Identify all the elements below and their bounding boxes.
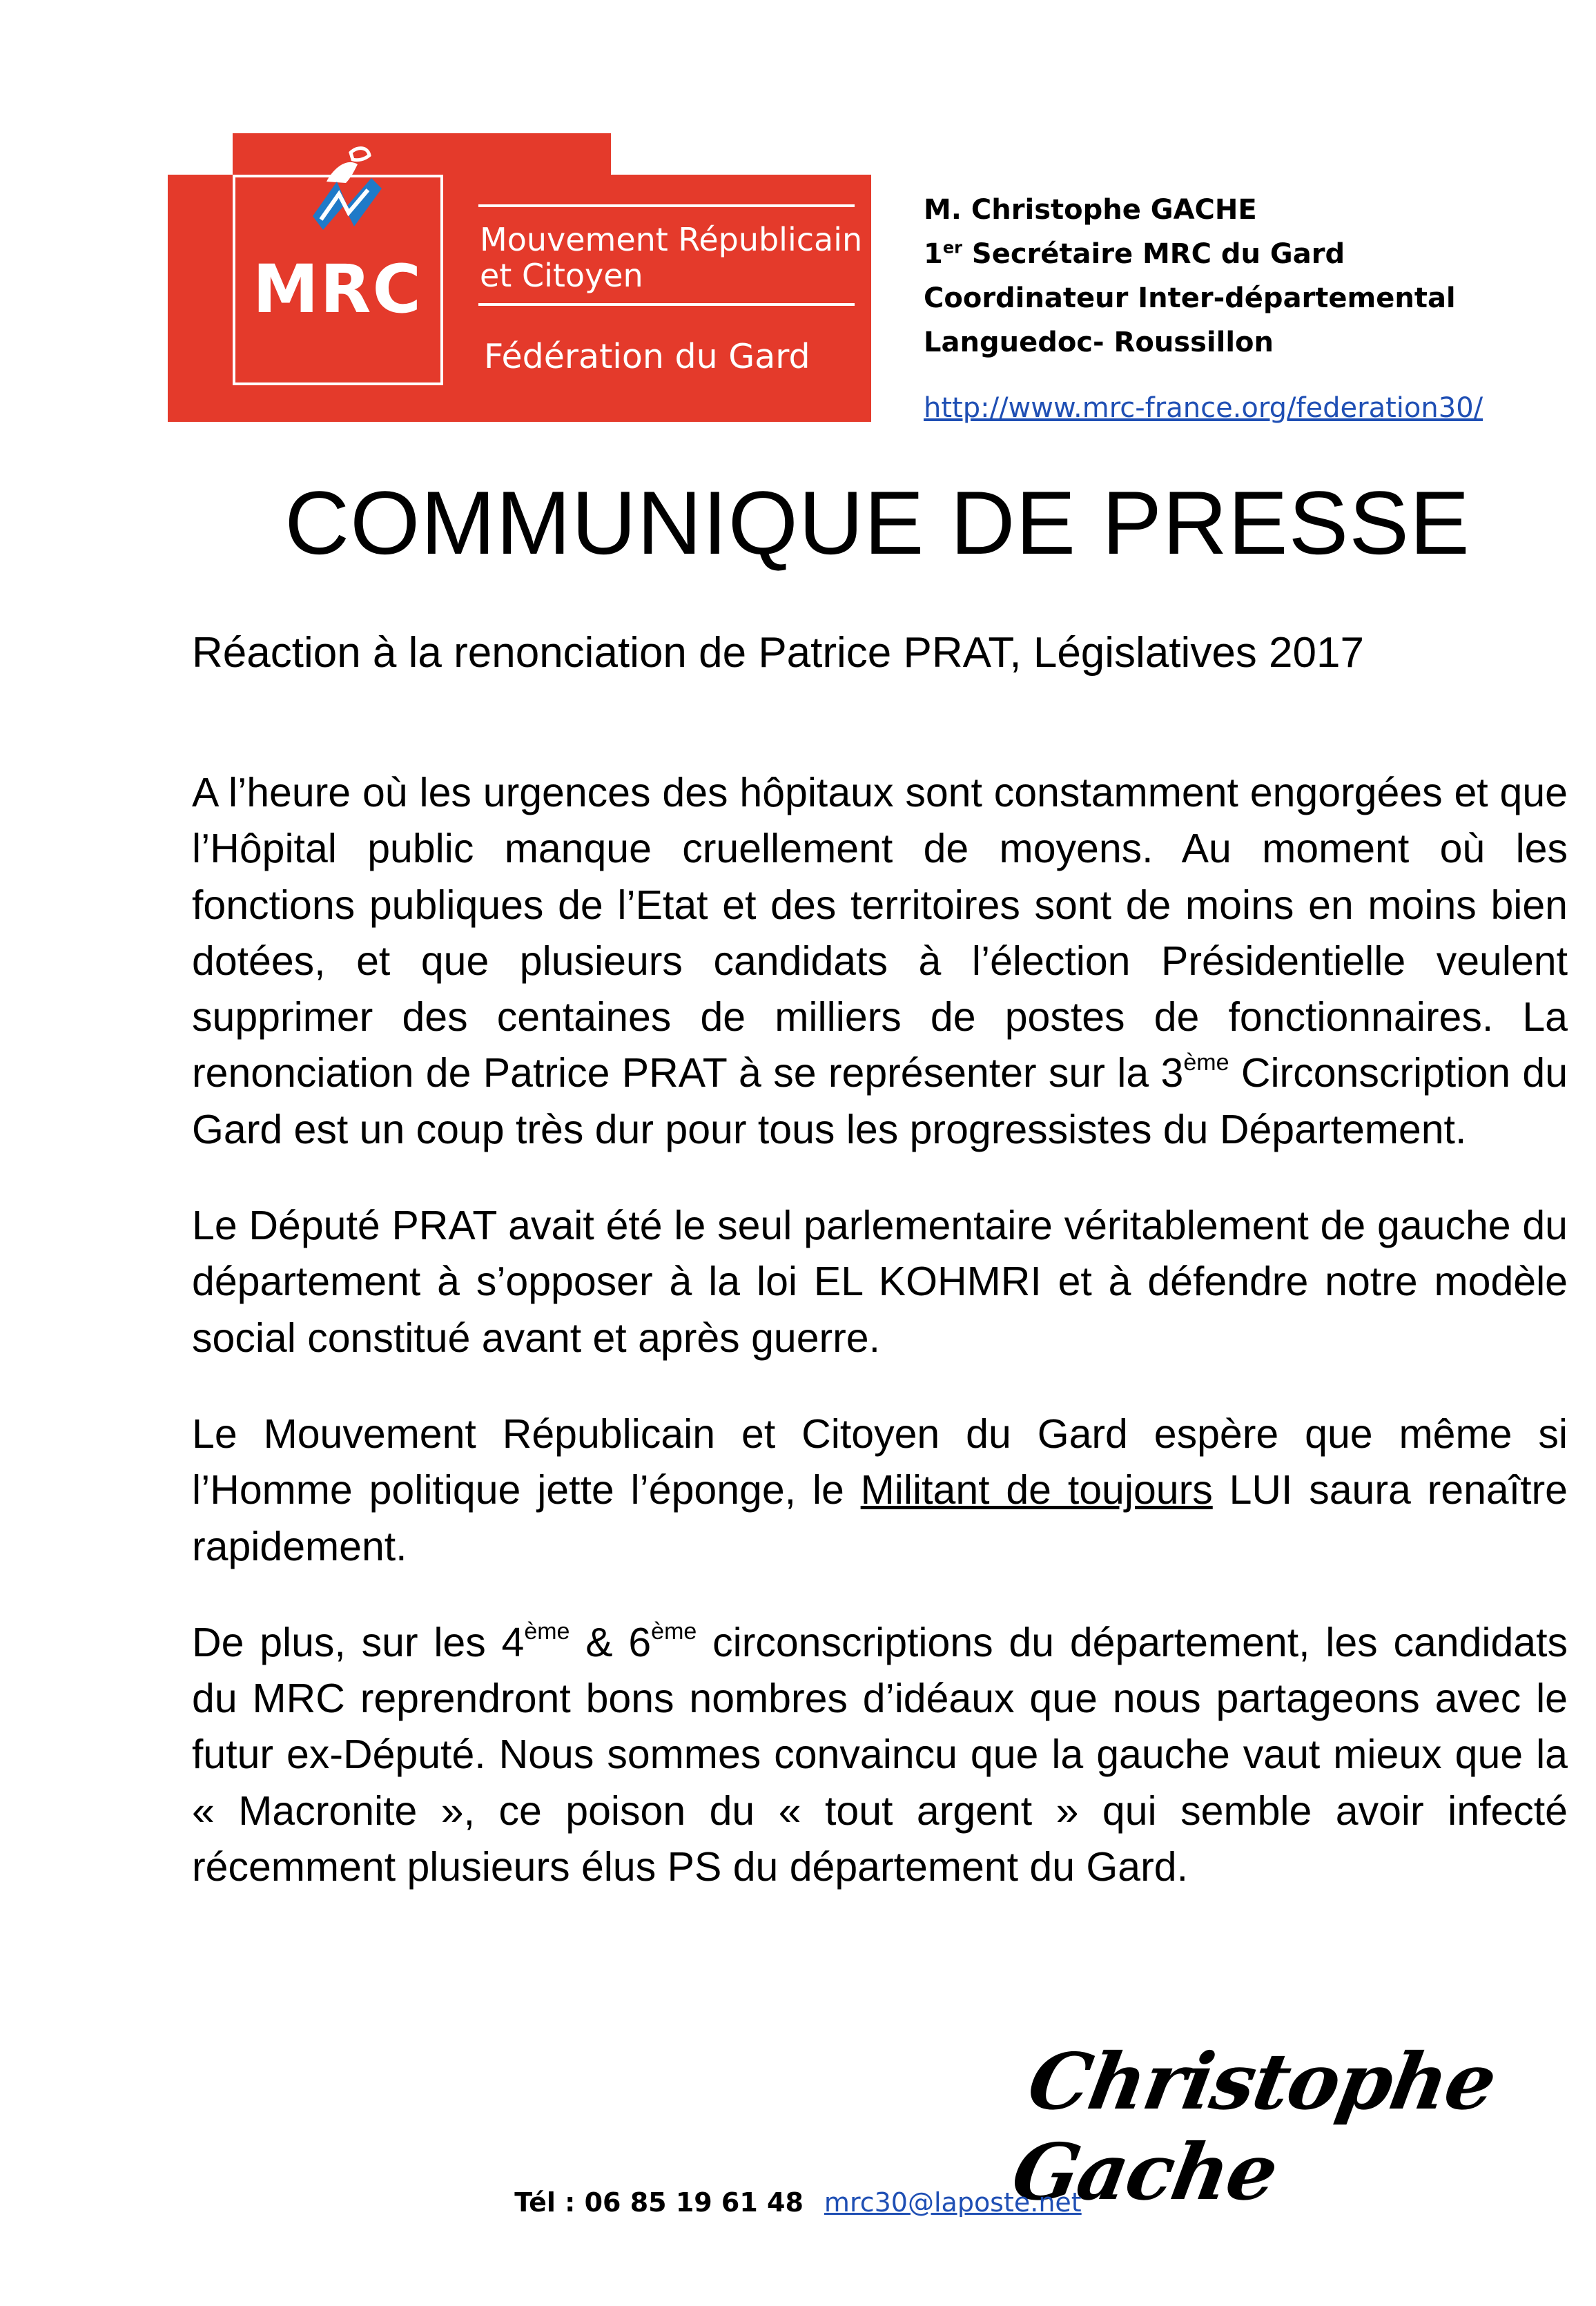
marianne-icon [285,140,396,244]
footer-email-link[interactable]: mrc30@laposte.net [824,2187,1082,2218]
footer [0,2187,1596,2218]
logo-federation: Fédération du Gard [484,337,810,376]
page-subtitle: Réaction à la renonciation de Patrice PRAT, Législatives 2017 [192,629,1364,677]
page-title: COMMUNIQUE DE PRESSE [284,472,1470,573]
logo-divider-bottom [478,303,855,306]
press-release-body [192,765,1568,1935]
logo-mrc-text: MRC [253,251,422,328]
paragraph-3: Le Mouvement Républicain et Citoyen du Gard espère que même si l’Homme politique jette l’éponge, le Militant de toujours LUI saura renaître rapidement. [192,1411,1568,1569]
contact-region: Languedoc- Roussillon [924,327,1274,358]
logo-organization-name [480,222,862,293]
logo-name-line1: Mouvement Républicain [480,221,863,258]
signature: Christophe Gache [1005,2037,1502,2218]
logo-divider-top [478,204,855,207]
footer-phone: Tél : 06 85 19 61 48 [514,2187,804,2218]
contact-title: Coordinateur Inter-départemental [924,282,1456,314]
paragraph-2: Le Député PRAT avait été le seul parlementaire véritablement de gauche du département à s’opposer à la loi EL KOHMRI et à défendre notre modèle social constitué avant et après guerre. [192,1203,1568,1361]
website-link[interactable]: http://www.mrc-france.org/federation30/ [924,392,1483,424]
contact-name: M. Christophe GACHE [924,194,1257,226]
logo-name-line2: et Citoyen [480,257,643,294]
paragraph-4: De plus, sur les 4ème & 6ème circonscriptions du département, les candidats du MRC reprendront bons nombres d’idéaux que nous partageons avec le futur ex-Député. Nous sommes convaincu que la gauche vaut mieux que la « Macronite », ce poison du « tout argent » qui semble avoir infecté récemment plusieurs élus PS du département du Gard. [192,1618,1568,1890]
contact-role: 1er Secrétaire MRC du Gard [924,238,1345,270]
contact-block [924,188,1456,365]
paragraph-1: A l’heure où les urgences des hôpitaux sont constamment engorgées et que l’Hôpital public manque cruellement de moyens. Au moment où les fonctions publiques de l’Etat et des territoires sont de moins en moins bien dotées, et que plusieurs candidats à l’élection Présidentielle veulent supprimer des centaines de milliers de postes de fonctionnaires. La renonciation de Patrice PRAT à se représenter sur la 3ème Circonscription du Gard est un coup très dur pour tous les progressistes du Département. [192,770,1568,1152]
mrc-logo [168,133,871,422]
